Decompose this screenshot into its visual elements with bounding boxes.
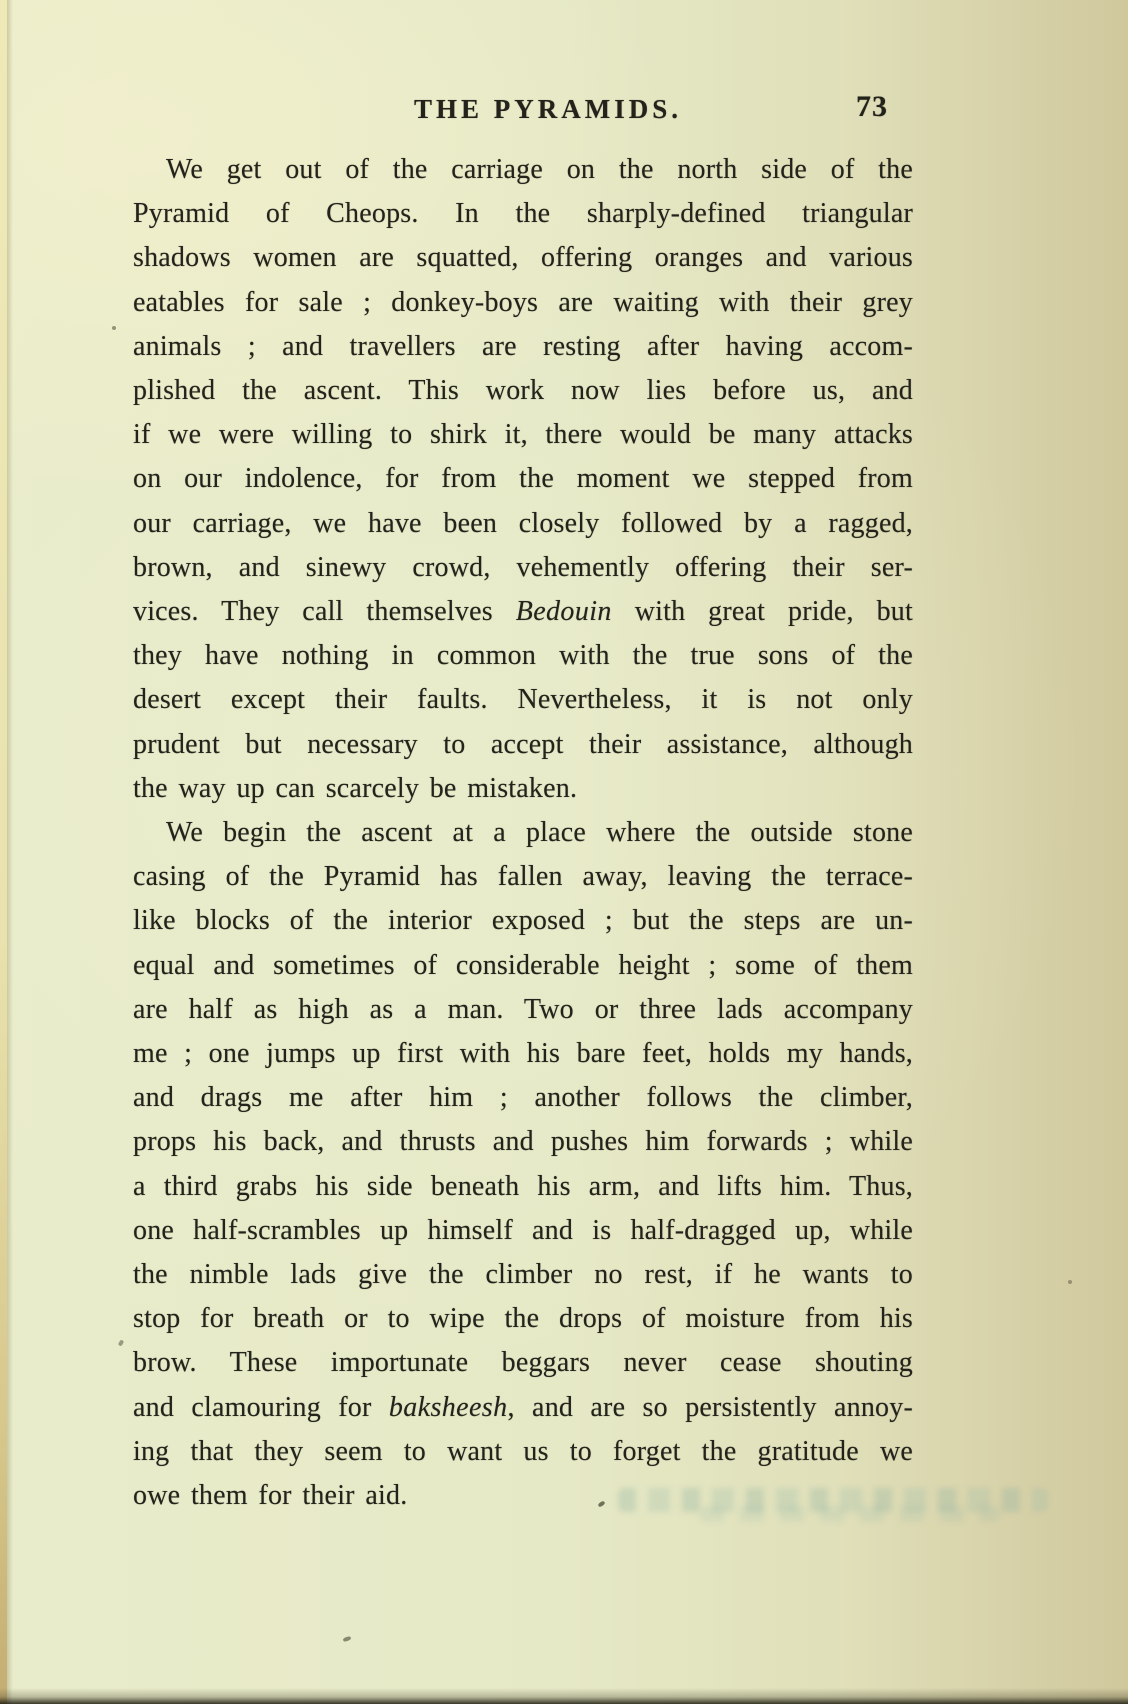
page-edge-left	[0, 0, 7, 1704]
text-line: animals ; and travellers are resting after having accom-	[133, 330, 913, 362]
text-line: equal and sometimes of considerable height ; some of them	[133, 949, 913, 981]
text-line: vices. They call themselves Bedouin with great pride, but	[133, 596, 913, 628]
text-line: We begin the ascent at a place where the outside stone	[166, 817, 913, 849]
text-line: like blocks of the interior exposed ; but the steps are un-	[133, 905, 913, 937]
text-line: brow. These importunate beggars never cease shouting	[133, 1347, 913, 1379]
text-line: they have nothing in common with the true sons of the	[133, 640, 913, 672]
text-line: the way up can scarcely be mistaken.	[133, 772, 578, 804]
text-line: stop for breath or to wipe the drops of moisture from his	[133, 1303, 913, 1335]
page-title: THE PYRAMIDS.	[413, 94, 682, 124]
text-line: owe them for their aid.	[133, 1480, 408, 1512]
text-line: ing that they seem to want us to forget the gratitude we	[133, 1435, 913, 1467]
text-line: shadows women are squatted, offering oranges and various	[133, 242, 913, 274]
text-line: prudent but necessary to accept their assistance, although	[133, 728, 913, 760]
text-line: on our indolence, for from the moment we stepped from	[133, 463, 913, 495]
ink-speck	[343, 1636, 352, 1642]
text-line: Pyramid of Cheops. In the sharply-defined triangular	[133, 198, 913, 230]
ink-speck	[1068, 1280, 1072, 1284]
text-line: our carriage, we have been closely followed by a ragged,	[133, 507, 913, 539]
text-line: eatables for sale ; donkey-boys are waiting with their grey	[133, 286, 913, 318]
ink-speck	[112, 326, 116, 330]
page-number: 73	[856, 90, 888, 123]
text-line: and drags me after him ; another follows the climber,	[133, 1082, 913, 1114]
text-line: We get out of the carriage on the north side of the	[166, 154, 913, 185]
ink-speck	[118, 1339, 124, 1346]
page-edge-bottom	[0, 1688, 1128, 1704]
text-line: plished the ascent. This work now lies before us, and	[133, 375, 913, 407]
text-line: a third grabs his side beneath his arm, and lifts him. Thus,	[133, 1170, 913, 1202]
text-line: and clamouring for baksheesh, and are so persistently annoy-	[133, 1391, 913, 1423]
text-line: casing of the Pyramid has fallen away, leaving the terrace-	[133, 861, 913, 893]
page-body	[133, 148, 913, 1518]
text-line: are half as high as a man. Two or three lads accompany	[133, 993, 913, 1025]
verso-showthrough-2	[700, 1506, 1000, 1522]
text-line: if we were willing to shirk it, there would be many attacks	[133, 419, 913, 451]
text-line: one half-scrambles up himself and is half-dragged up, while	[133, 1214, 913, 1246]
text-line: desert except their faults. Nevertheless, it is not only	[133, 684, 913, 716]
text-line: me ; one jumps up first with his bare feet, holds my hands,	[133, 1038, 913, 1070]
page-edge-left-shadow	[7, 0, 13, 1704]
text-line: brown, and sinewy crowd, vehemently offering their ser-	[133, 551, 913, 583]
text-line: props his back, and thrusts and pushes him forwards ; while	[133, 1126, 913, 1158]
text-line: the nimble lads give the climber no rest, if he wants to	[133, 1259, 913, 1291]
